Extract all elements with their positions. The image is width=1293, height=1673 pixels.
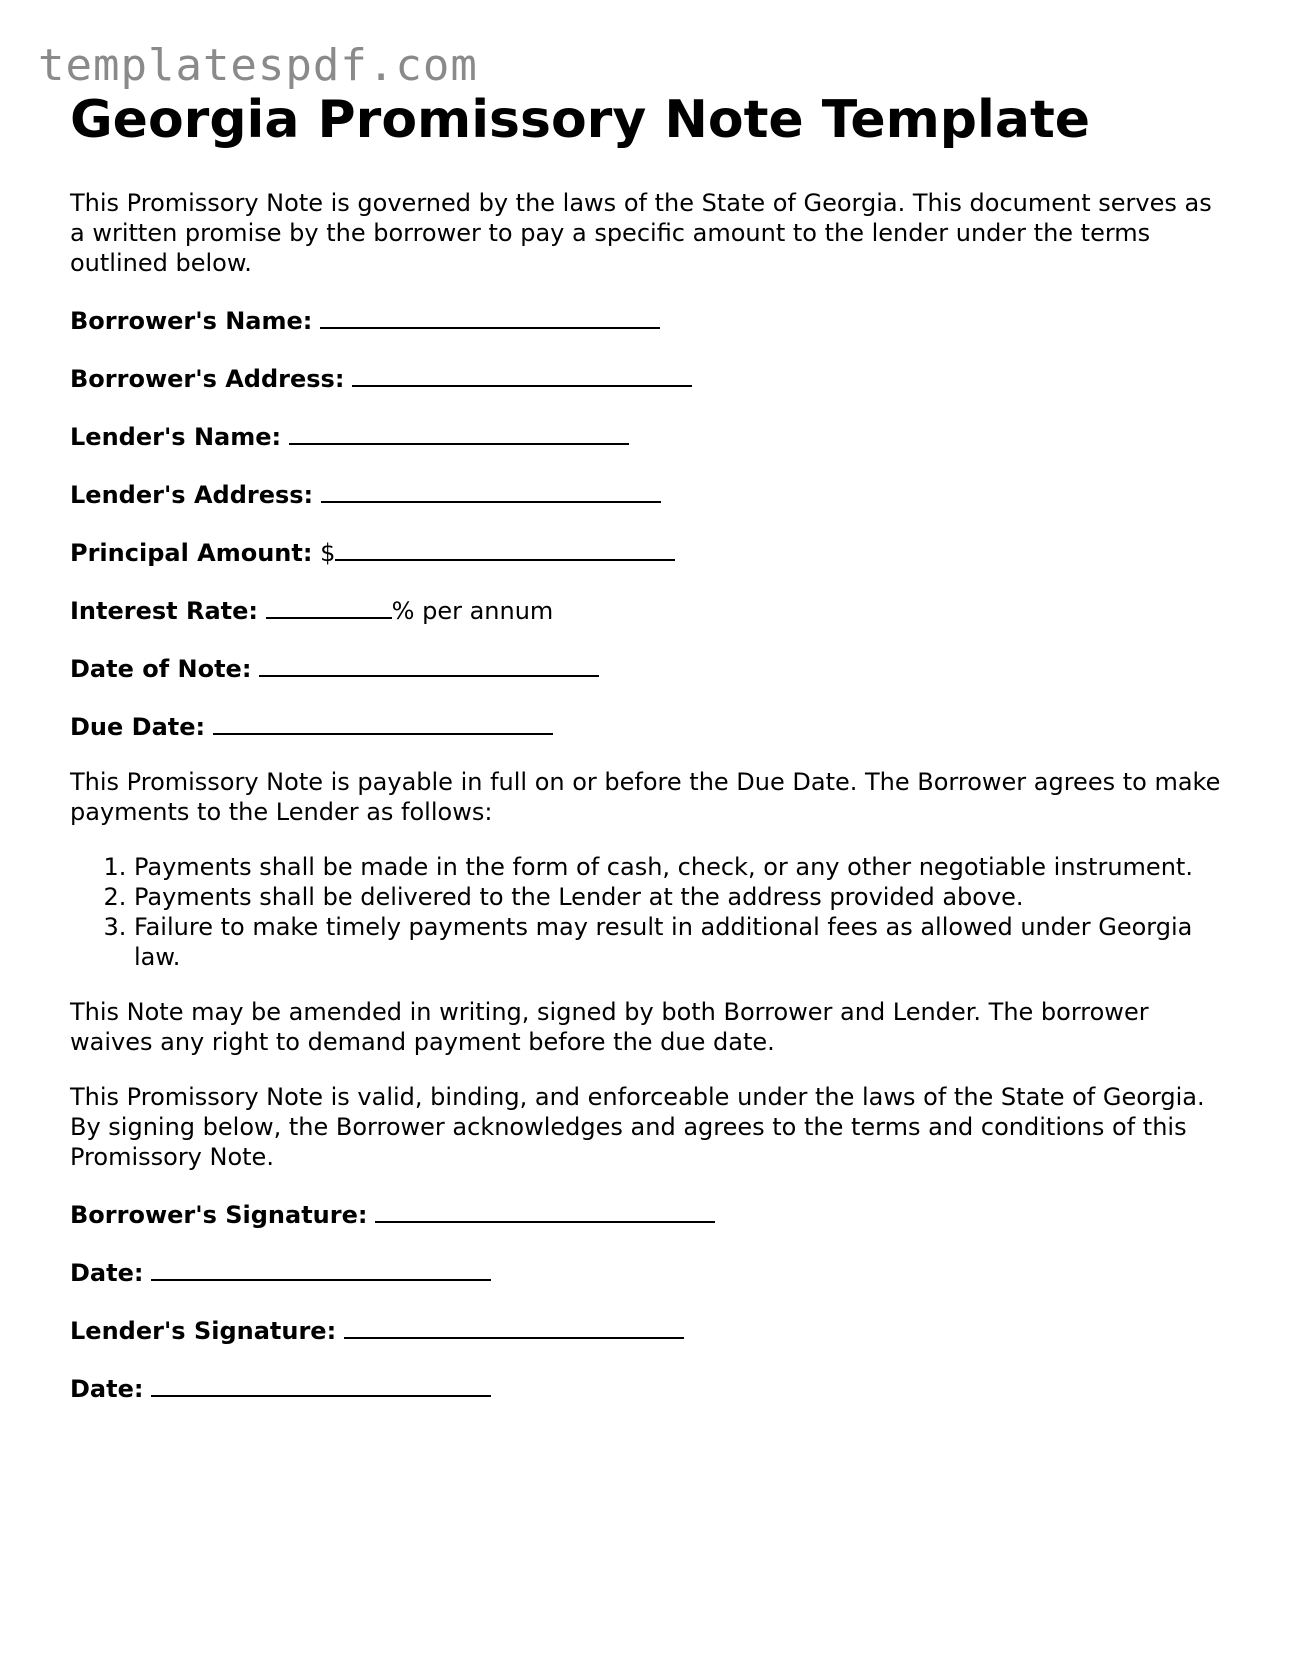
- validity-paragraph: This Promissory Note is valid, binding, and enforceable under the laws of the State of Georgia. By signing below, the Borrower acknowledges and agrees to the terms and conditions of this Promissory Note.: [70, 1083, 1205, 1171]
- lender-signature-label: Lender's Signature:: [70, 1317, 337, 1345]
- lender-signature-field: [70, 1313, 1230, 1346]
- borrower-address-label: Borrower's Address:: [70, 365, 345, 393]
- lender-name-field: [70, 419, 1230, 452]
- interest-rate-field: [70, 593, 1230, 626]
- intro-paragraph: This Promissory Note is governed by the laws of the State of Georgia. This document serves as a written promise by the borrower to pay a specific amount to the lender under the terms outlined below.: [70, 189, 1212, 277]
- borrower-signature-blank[interactable]: [375, 1197, 715, 1223]
- interest-rate-blank[interactable]: [266, 593, 392, 619]
- borrower-signature-label: Borrower's Signature:: [70, 1201, 368, 1229]
- lender-address-blank[interactable]: [321, 477, 661, 503]
- lender-date-field: [70, 1371, 1230, 1404]
- borrower-name-label: Borrower's Name:: [70, 307, 313, 335]
- borrower-date-blank[interactable]: [151, 1255, 491, 1281]
- borrower-date-field: [70, 1255, 1230, 1288]
- due-date-blank[interactable]: [213, 709, 553, 735]
- lender-address-field: [70, 477, 1230, 510]
- date-of-note-field: [70, 651, 1230, 684]
- document-body: [70, 86, 1230, 1429]
- principal-amount-field: [70, 535, 1230, 568]
- interest-rate-label: Interest Rate:: [70, 597, 259, 625]
- principal-amount-blank[interactable]: [335, 535, 675, 561]
- lender-date-label: Date:: [70, 1375, 144, 1403]
- borrower-address-blank[interactable]: [352, 361, 692, 387]
- borrower-signature-field: [70, 1197, 1230, 1230]
- list-item: 2. Payments shall be delivered to the Lender at the address provided above.: [134, 882, 1230, 912]
- list-item: 1. Payments shall be made in the form of cash, check, or any other negotiable instrument.: [134, 852, 1230, 882]
- payment-terms-list: [70, 852, 1230, 972]
- lender-date-blank[interactable]: [151, 1371, 491, 1397]
- interest-rate-suffix: % per annum: [391, 597, 554, 625]
- principal-amount-label: Principal Amount:: [70, 539, 313, 567]
- borrower-name-blank[interactable]: [320, 303, 660, 329]
- borrower-date-label: Date:: [70, 1259, 144, 1287]
- lender-signature-blank[interactable]: [344, 1313, 684, 1339]
- lender-address-label: Lender's Address:: [70, 481, 314, 509]
- date-of-note-label: Date of Note:: [70, 655, 252, 683]
- payment-intro-paragraph: This Promissory Note is payable in full on or before the Due Date. The Borrower agrees to make payments to the Lender as follows:: [70, 768, 1221, 826]
- lender-name-label: Lender's Name:: [70, 423, 282, 451]
- amendment-paragraph: This Note may be amended in writing, signed by both Borrower and Lender. The borrower waives any right to demand payment before the due date.: [70, 998, 1149, 1056]
- due-date-field: [70, 709, 1230, 742]
- lender-name-blank[interactable]: [289, 419, 629, 445]
- due-date-label: Due Date:: [70, 713, 206, 741]
- page-title: Georgia Promissory Note Template: [70, 90, 1091, 150]
- date-of-note-blank[interactable]: [259, 651, 599, 677]
- list-item: 3. Failure to make timely payments may result in additional fees as allowed under Georgia law.: [134, 912, 1230, 972]
- currency-symbol: $: [320, 539, 336, 567]
- watermark: templatespdf.com: [38, 40, 478, 91]
- borrower-address-field: [70, 361, 1230, 394]
- borrower-name-field: [70, 303, 1230, 336]
